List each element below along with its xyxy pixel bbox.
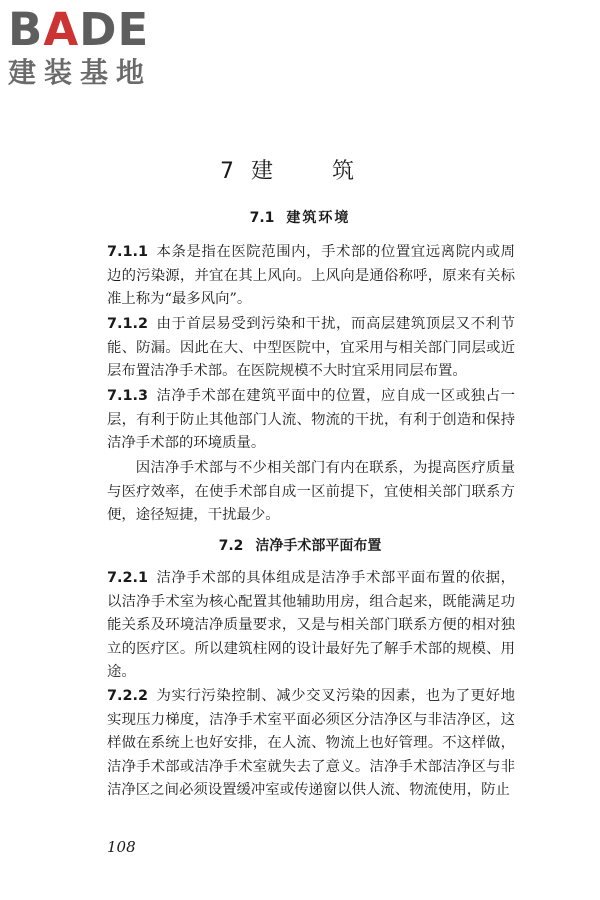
clause-text: 洁净手术部在建筑平面中的位置，应自成一区或独占一层，有利于防止其他部门人流、物流的干扰，有利于创造和保持洁净手术部的环境质量。 — [107, 388, 515, 451]
section-number: 7.2 — [218, 538, 244, 554]
clause-7-1-3-continuation — [107, 457, 515, 528]
paragraph-text: 因洁净手术部与不少相关部门有内在联系，为提高医疗质量与医疗效率，在使手术部自成一区前提下，宜使相关部门联系方便，途径短捷，干扰最少。 — [107, 460, 515, 523]
section-title-7-1 — [0, 207, 600, 229]
clause-7-1-3 — [107, 385, 515, 456]
clause-text: 本条是指在医院范围内，手术部的位置宜远离院内或周边的污染源，并宜在其上风向。上风向是通俗称呼，原来有关标准上称为“最多风向”。 — [107, 244, 515, 307]
clause-number: 7.1.1 — [107, 244, 148, 260]
logo-accent-letter: A — [43, 3, 80, 56]
clause-7-1-2 — [107, 313, 515, 384]
page-number: 108 — [107, 838, 136, 856]
clause-7-2-1 — [107, 567, 515, 685]
clause-text: 为实行污染控制、减少交叉污染的因素，也为了更好地实现压力梯度，洁净手术室平面必须区分洁净区与非洁净区，这样做在系统上也好安排，在人流、物流上也好管理。不这样做，洁净手术部或洁净手术室就失去了意义。洁净手术部洁净区与非洁净区之间必须设置缓冲室或传递窗以供人流、物流使用，防止 — [107, 688, 515, 798]
section-title-text: 建筑环境 — [286, 210, 351, 226]
section-title-text: 洁净手术部平面布置 — [255, 538, 382, 554]
clause-number: 7.1.3 — [107, 388, 148, 404]
clause-7-1-1 — [107, 241, 515, 312]
clause-number: 7.2.1 — [107, 570, 148, 586]
section-number: 7.1 — [249, 210, 275, 226]
clause-number: 7.2.2 — [107, 688, 148, 704]
clause-text: 洁净手术部的具体组成是洁净手术部平面布置的依据，以洁净手术室为核心配置其他辅助用房，组合起来，既能满足功能关系及环境洁净质量要求，又是与相关部门联系方便的相对独立的医疗区。所以建筑柱网的设计最好先了解手术部的规模、用途。 — [107, 570, 515, 680]
chapter-title-text: 建 筑 — [251, 159, 380, 184]
logo-wordmark: BADE — [8, 3, 150, 56]
chapter-number: 7 — [220, 159, 237, 184]
logo-subtitle: 建装基地 — [8, 56, 153, 89]
clause-7-2-2 — [107, 685, 515, 803]
chapter-title — [0, 157, 600, 187]
section-title-7-2 — [0, 535, 600, 557]
clause-text: 由于首层易受到污染和干扰，而高层建筑顶层又不利节能、防漏。因此在大、中型医院中，宜采用与相关部门同层或近层布置洁净手术部。在医院规模不大时宜采用同层布置。 — [107, 316, 515, 379]
bade-logo — [8, 3, 178, 90]
clause-number: 7.1.2 — [107, 316, 148, 332]
